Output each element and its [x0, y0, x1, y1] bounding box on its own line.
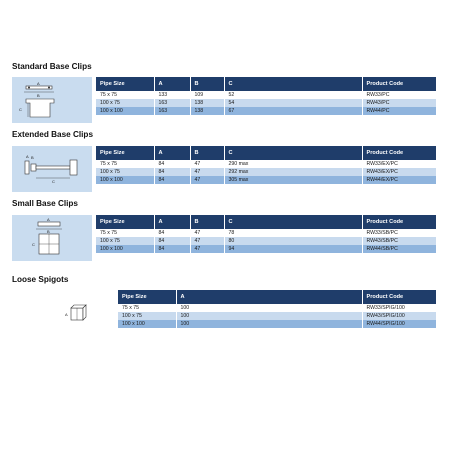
small-base-clips-table	[96, 215, 436, 253]
table-row	[96, 160, 436, 168]
header-a: A	[154, 146, 190, 160]
cell-pipe-size: 100 x 100	[96, 245, 154, 253]
table-row	[96, 107, 436, 115]
extended-base-clip-diagram-icon	[12, 146, 92, 192]
loose-spigots-table	[118, 290, 436, 328]
standard-base-clip-diagram-icon	[12, 77, 92, 123]
section-title: Loose Spigots	[12, 275, 69, 284]
cell-a: 84	[154, 229, 190, 237]
cell-product-code: RW33/PC	[362, 91, 436, 99]
section-title: Small Base Clips	[12, 199, 78, 208]
header-c: C	[224, 146, 362, 160]
cell-pipe-size: 100 x 75	[96, 99, 154, 107]
cell-a: 163	[154, 99, 190, 107]
extended-base-clips-table	[96, 146, 436, 184]
diagram-label-a: A	[37, 81, 40, 86]
diagram-label-b: B	[37, 93, 40, 98]
cell-a: 84	[154, 160, 190, 168]
header-c: C	[224, 215, 362, 229]
header-pipe-size: Pipe Size	[118, 290, 176, 304]
cell-product-code: RW44/SB/PC	[362, 245, 436, 253]
header-a: A	[154, 77, 190, 91]
header-b: B	[190, 77, 224, 91]
cell-product-code: RW33/EX/PC	[362, 160, 436, 168]
table-row	[118, 312, 436, 320]
header-c: C	[224, 77, 362, 91]
cell-pipe-size: 75 x 75	[96, 91, 154, 99]
small-base-clip-diagram-icon	[12, 215, 92, 261]
diagram-label-c: C	[32, 242, 35, 247]
header-a: A	[154, 215, 190, 229]
cell-a: 100	[176, 320, 362, 328]
diagram-label-b: B	[47, 229, 50, 234]
cell-pipe-size: 100 x 100	[118, 320, 176, 328]
cell-a: 84	[154, 168, 190, 176]
table-header-row	[96, 215, 436, 229]
table-row	[96, 245, 436, 253]
cell-b: 47	[190, 229, 224, 237]
diagram-label-c: C	[19, 107, 22, 112]
cell-a: 133	[154, 91, 190, 99]
cell-c: 290 max	[224, 160, 362, 168]
cell-product-code: RW43/SPIG/100	[362, 312, 436, 320]
cell-pipe-size: 100 x 100	[96, 107, 154, 115]
table-row	[96, 237, 436, 245]
cell-c: 80	[224, 237, 362, 245]
cell-product-code: RW44/SPIG/100	[362, 320, 436, 328]
loose-spigot-diagram-icon	[12, 290, 118, 336]
cell-product-code: RW43/PC	[362, 99, 436, 107]
cell-a: 84	[154, 176, 190, 184]
cell-c: 52	[224, 91, 362, 99]
cell-c: 67	[224, 107, 362, 115]
diagram-label-a: A	[65, 312, 68, 317]
header-pipe-size: Pipe Size	[96, 146, 154, 160]
cell-b: 47	[190, 160, 224, 168]
table-header-row	[118, 290, 436, 304]
cell-c: 78	[224, 229, 362, 237]
diagram-label-c: C	[52, 179, 55, 184]
header-product-code: Product Code	[362, 215, 436, 229]
header-product-code: Product Code	[362, 77, 436, 91]
cell-b: 47	[190, 245, 224, 253]
diagram-label-b: B	[31, 155, 34, 160]
cell-a: 100	[176, 312, 362, 320]
table-row	[96, 168, 436, 176]
cell-c: 305 max	[224, 176, 362, 184]
cell-product-code: RW33/SPIG/100	[362, 304, 436, 312]
header-b: B	[190, 146, 224, 160]
cell-c: 292 max	[224, 168, 362, 176]
cell-a: 100	[176, 304, 362, 312]
header-product-code: Product Code	[362, 146, 436, 160]
cell-pipe-size: 75 x 75	[96, 160, 154, 168]
cell-b: 47	[190, 237, 224, 245]
cell-a: 163	[154, 107, 190, 115]
cell-pipe-size: 75 x 75	[96, 229, 154, 237]
section-title: Extended Base Clips	[12, 130, 93, 139]
table-row	[96, 99, 436, 107]
cell-pipe-size: 75 x 75	[118, 304, 176, 312]
cell-product-code: RW43/SB/PC	[362, 237, 436, 245]
table-row	[118, 304, 436, 312]
table-row	[96, 229, 436, 237]
table-row	[118, 320, 436, 328]
cell-c: 94	[224, 245, 362, 253]
table-row	[96, 91, 436, 99]
header-pipe-size: Pipe Size	[96, 77, 154, 91]
cell-product-code: RW43/EX/PC	[362, 168, 436, 176]
cell-product-code: RW44/EX/PC	[362, 176, 436, 184]
table-row	[96, 176, 436, 184]
cell-pipe-size: 100 x 100	[96, 176, 154, 184]
cell-product-code: RW44/PC	[362, 107, 436, 115]
cell-pipe-size: 100 x 75	[96, 237, 154, 245]
cell-b: 138	[190, 99, 224, 107]
cell-b: 138	[190, 107, 224, 115]
cell-pipe-size: 100 x 75	[118, 312, 176, 320]
standard-base-clips-table	[96, 77, 436, 115]
diagram-label-a: A	[47, 217, 50, 222]
cell-b: 109	[190, 91, 224, 99]
table-header-row	[96, 77, 436, 91]
header-a: A	[176, 290, 362, 304]
header-pipe-size: Pipe Size	[96, 215, 154, 229]
cell-c: 54	[224, 99, 362, 107]
table-header-row	[96, 146, 436, 160]
cell-b: 47	[190, 168, 224, 176]
cell-pipe-size: 100 x 75	[96, 168, 154, 176]
header-b: B	[190, 215, 224, 229]
cell-product-code: RW33/SB/PC	[362, 229, 436, 237]
cell-a: 84	[154, 245, 190, 253]
section-title: Standard Base Clips	[12, 62, 92, 71]
header-product-code: Product Code	[362, 290, 436, 304]
cell-a: 84	[154, 237, 190, 245]
cell-b: 47	[190, 176, 224, 184]
diagram-label-a: A	[26, 154, 29, 159]
